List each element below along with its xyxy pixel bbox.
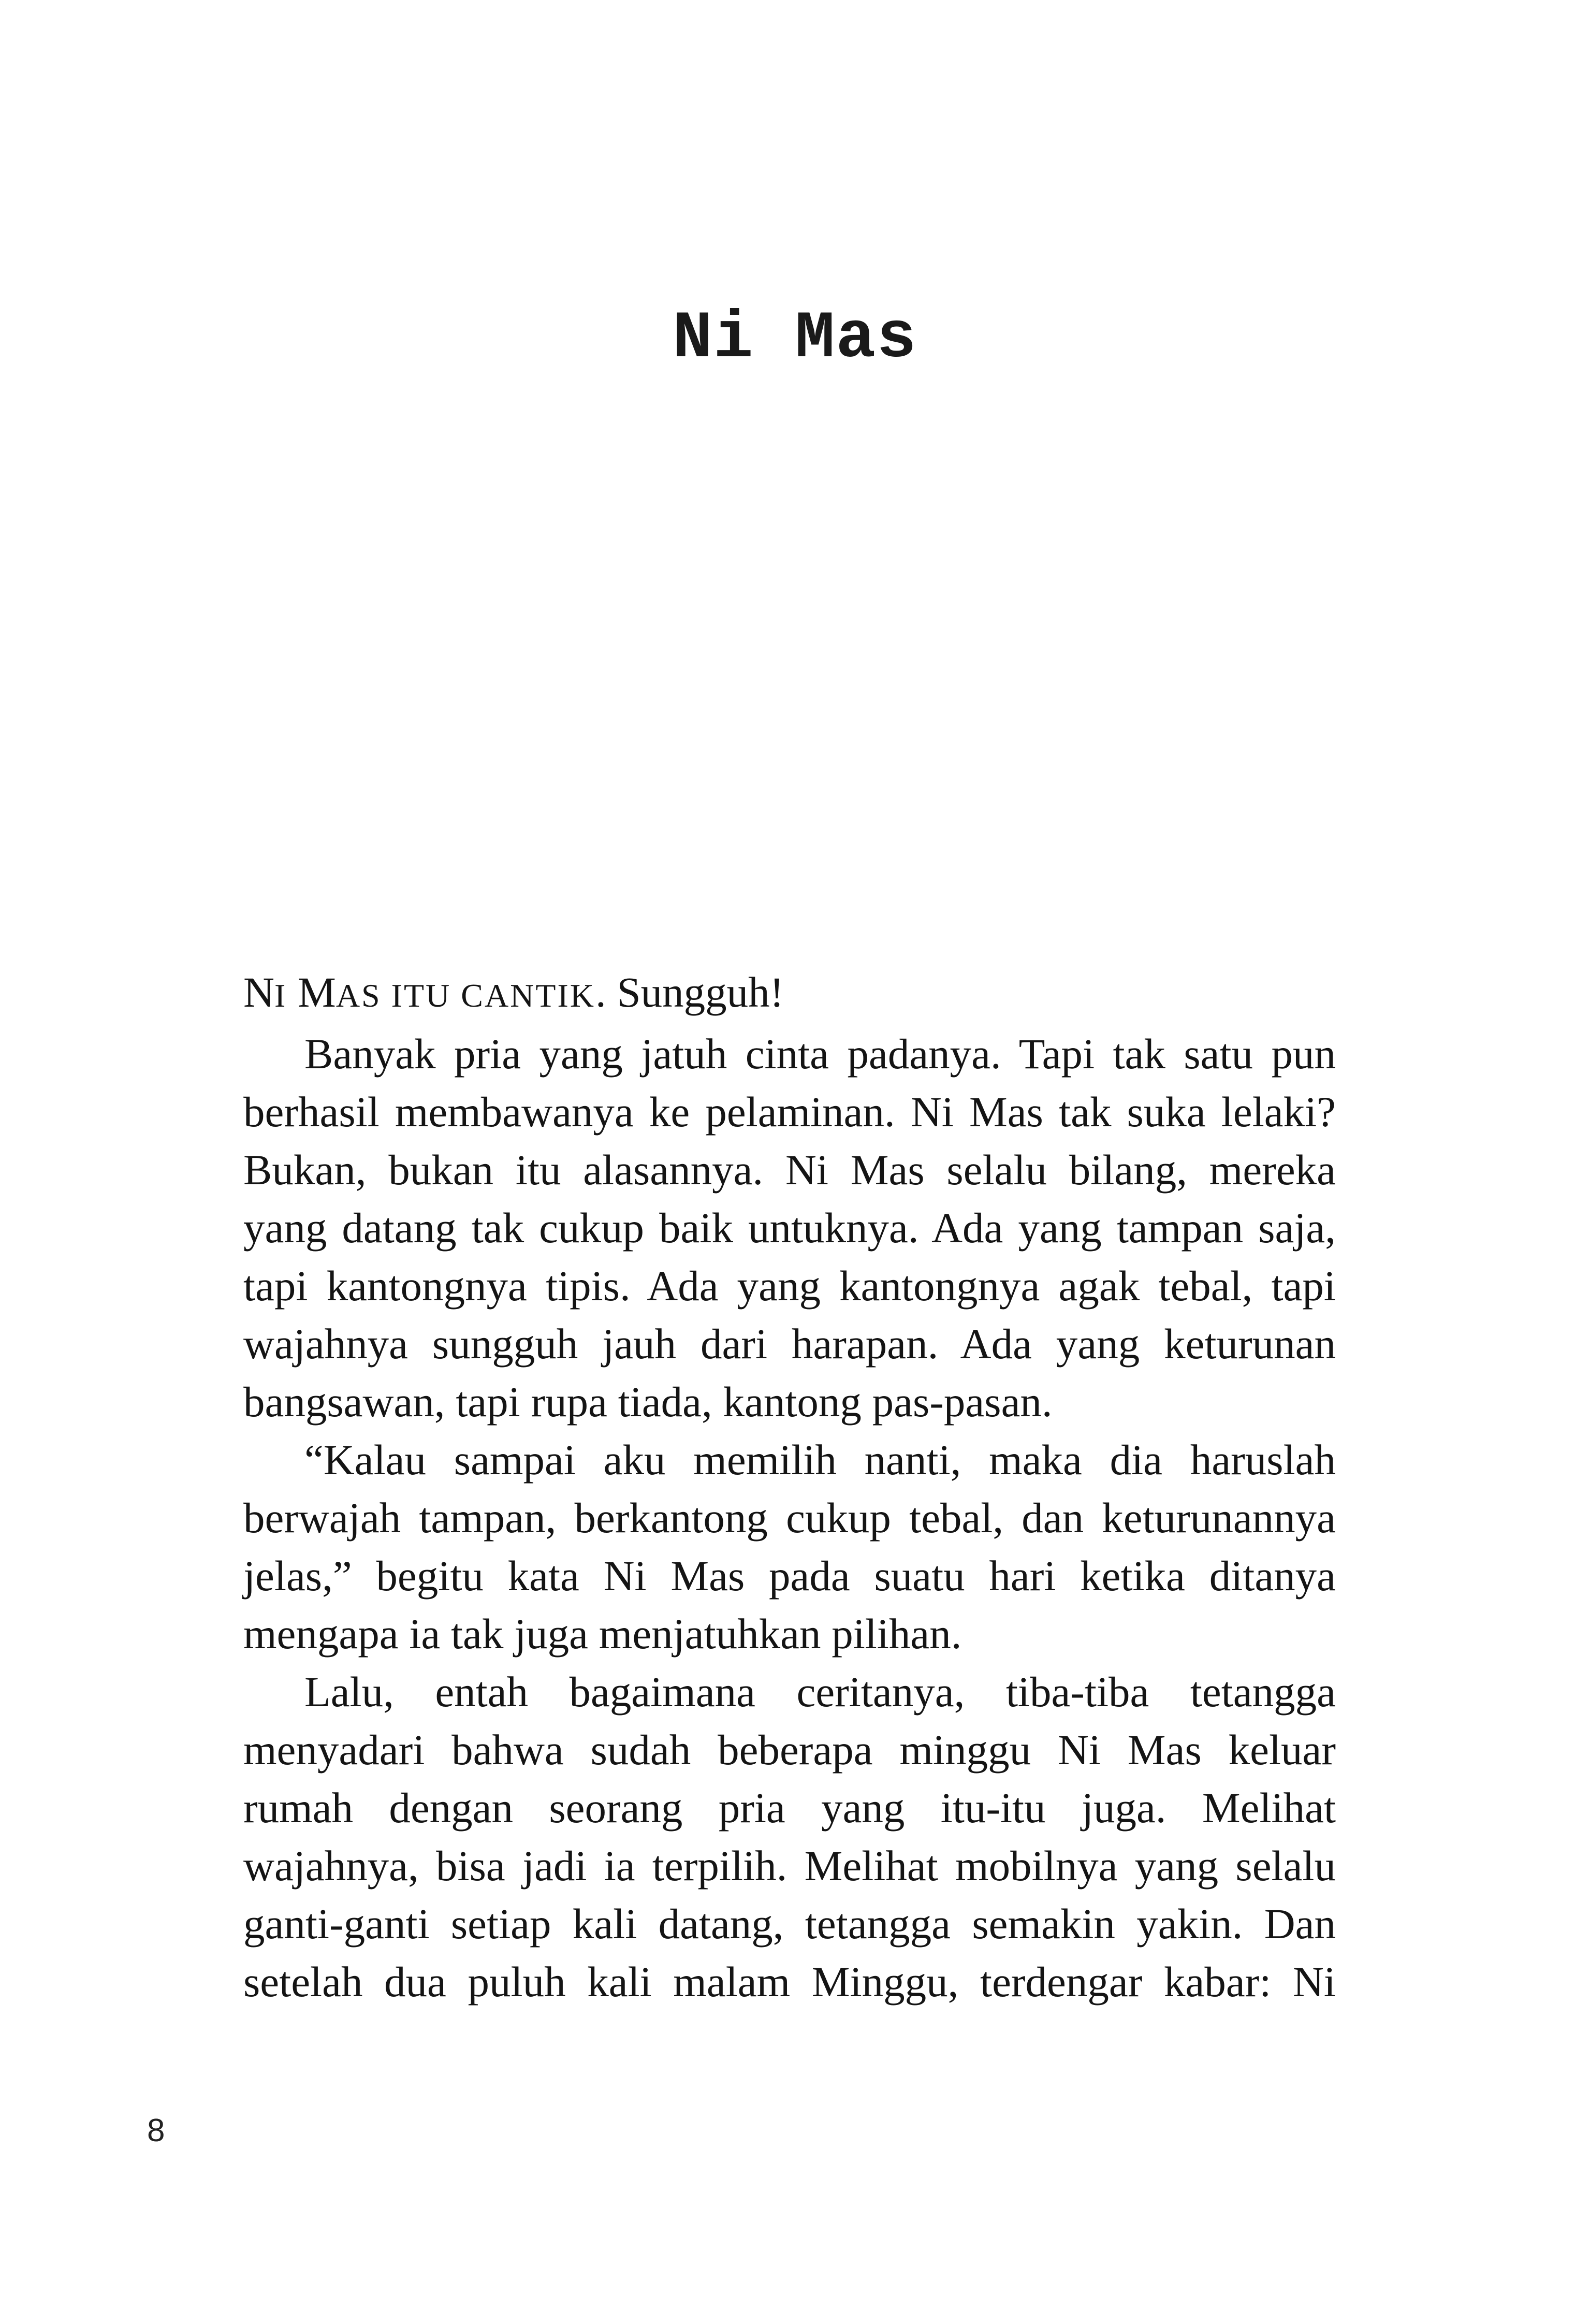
text-line: berhasil membawanya ke pelaminan. Ni Mas tak suka lelaki? — [243, 1088, 1336, 1136]
text-line: mengapa ia tak juga menjatuhkan pilihan. — [243, 1610, 962, 1658]
story-text — [243, 963, 1336, 2011]
text-line: berwajah tampan, berkantong cukup tebal, dan keturunannya — [243, 1494, 1336, 1542]
text-line: tapi kantongnya tipis. Ada yang kantongnya agak tebal, tapi — [243, 1262, 1336, 1310]
smallcaps-initial: M — [287, 968, 336, 1016]
text-line: rumah dengan seorang pria yang itu-itu juga. Melihat — [243, 1784, 1336, 1832]
text-line: menyadari bahwa sudah beberapa minggu Ni Mas keluar — [243, 1726, 1336, 1774]
text-line: yang datang tak cukup baik untuknya. Ada yang tampan saja, — [243, 1204, 1336, 1252]
text-line: wajahnya, bisa jadi ia terpilih. Melihat mobilnya yang selalu — [243, 1842, 1336, 1890]
text-line: Banyak pria yang jatuh cinta padanya. Tapi tak satu pun — [304, 1030, 1336, 1078]
text-line: jelas,” begitu kata Ni Mas pada suatu hari ketika ditanya — [243, 1552, 1336, 1600]
text-line: wajahnya sungguh jauh dari harapan. Ada yang keturunan — [243, 1320, 1336, 1368]
smallcaps-rest: AS ITU CANTIK — [335, 977, 596, 1014]
text-line: bangsawan, tapi rupa tiada, kantong pas-pasan. — [243, 1378, 1053, 1426]
text-line: Bukan, bukan itu alasannya. Ni Mas selalu bilang, mereka — [243, 1146, 1336, 1194]
text-line: setelah dua puluh kali malam Minggu, terdengar kabar: Ni — [243, 1958, 1336, 2006]
page-number: 8 — [147, 2113, 165, 2148]
text-line: “Kalau sampai aku memilih nanti, maka dia haruslah — [304, 1436, 1336, 1484]
text-line: Lalu, entah bagaimana ceritanya, tiba-tiba tetangga — [304, 1668, 1336, 1716]
chapter-title: Ni Mas — [673, 301, 917, 376]
text-line: ganti-ganti setiap kali datang, tetangga semakin yakin. Dan — [243, 1900, 1336, 1948]
opening-rest: . Sungguh! — [595, 968, 784, 1016]
opening-line — [243, 963, 1336, 1025]
smallcaps-rest: I — [274, 977, 287, 1014]
smallcaps-initial: N — [243, 968, 274, 1016]
